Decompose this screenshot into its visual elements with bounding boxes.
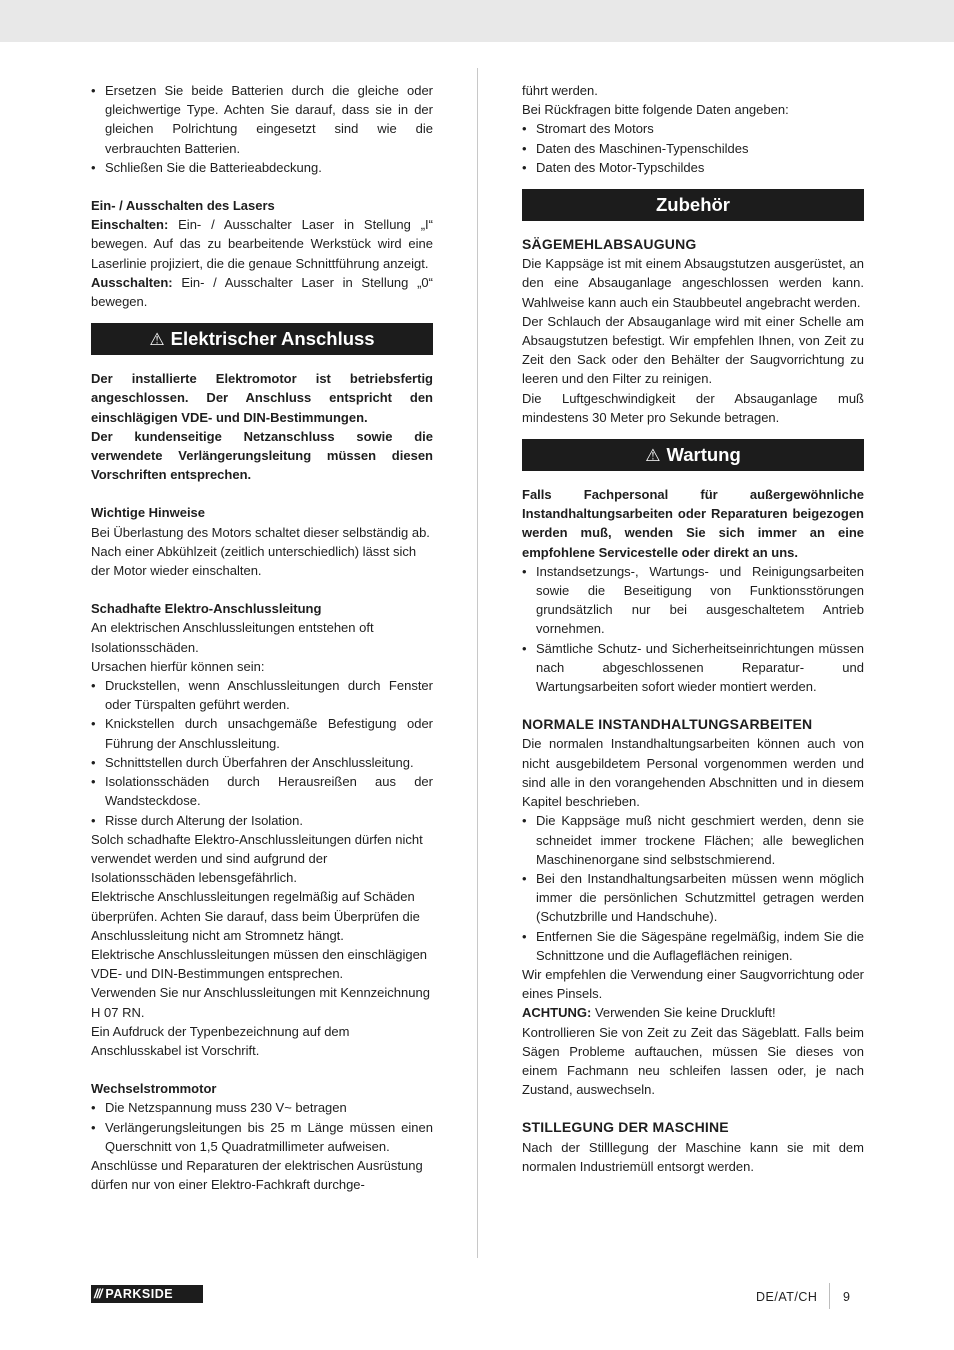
electrical-banner	[91, 323, 433, 355]
maintenance-intro: Falls Fachpersonal für außergewöhnliche Instandhaltungsarbeiten oder Reparaturen beigezogen werden muß, wenden Sie sich immer an eine empfohlene Servicestelle oder direkt an uns.	[522, 487, 864, 560]
cable-text-1: An elektrischen Anschlussleitungen entstehen oft Isolationsschäden.	[91, 620, 374, 655]
laser-on-paragraph	[91, 215, 433, 273]
dust-text-2: Der Schlauch der Absauganlage wird mit einer Schelle am Absaugstutzen befestigt. Wir empfehlen Ihnen, von Zeit zu Zeit den Sack oder den Behälter der Saugvorrichtung zu leeren und den Filter zu reinigen.	[522, 313, 864, 387]
cable-text-4: Elektrische Anschlussleitungen regelmäßig auf Schäden überprüfen. Achten Sie darauf, dass beim Überprüfen die Anschlussleitung nicht am Stromnetz hängt.	[91, 889, 420, 943]
normal-maintenance-heading: NORMALE INSTANDHALTUNGSARBEITEN	[522, 716, 813, 733]
list-item: • Die Kappsäge muß nicht geschmiert werden, denn sie schneidet immer trockene Flächen; alle beweglichen Maschinenorgane sind selbstschmierend.	[522, 811, 864, 869]
dust-extraction-heading: SÄGEMEHLABSAUGUNG	[522, 236, 697, 253]
normal-maintenance-text-2: Wir empfehlen die Verwendung einer Saugvorrichtung oder eines Pinsels.	[522, 966, 864, 1002]
electrical-intro-2: Der kundenseitige Netzanschluss sowie die verwendete Verlängerungsleitung müssen diesen Vorschriften entsprechen.	[91, 428, 433, 483]
list-item: • Schnittstellen durch Überfahren der Anschlussleitung.	[91, 753, 433, 772]
accessories-banner-title: Zubehör	[656, 194, 730, 216]
caution-paragraph	[522, 1003, 864, 1022]
list-item: • Druckstellen, wenn Anschlussleitungen durch Fenster oder Türspalten geführt werden.	[91, 676, 433, 714]
accessories-banner	[522, 189, 864, 221]
decommission-heading: STILLEGUNG DER MASCHINE	[522, 1119, 729, 1136]
cable-text-5: Elektrische Anschlussleitungen müssen den einschlägigen VDE- und DIN-Bestimmungen entsprechen.	[91, 946, 428, 982]
list-item: • Bei den Instandhaltungsarbeiten müssen wenn möglich immer die persönlichen Schutzmittel getragen werden (Schutzbrille und Handschuhe).	[522, 869, 864, 927]
brand-name: PARKSIDE	[105, 1287, 174, 1301]
maintenance-banner	[522, 439, 864, 471]
continued-text-1: führt werden.	[522, 83, 598, 98]
hints-heading: Wichtige Hinweise	[91, 505, 206, 521]
cable-text-3: Solch schadhafte Elektro-Anschlussleitungen dürfen nicht verwendet werden und sind aufgrund der Isolationsschäden lebensgefährlich.	[91, 831, 423, 886]
cable-causes-list	[91, 676, 433, 830]
caution-label: ACHTUNG:	[522, 1005, 592, 1021]
battery-list	[91, 81, 433, 177]
left-column	[91, 81, 433, 1194]
normal-maintenance-text-3: Kontrollieren Sie von Zeit zu Zeit das Sägeblatt. Falls beim Sägen Probleme auftauchen, müssen Sie dieses von einem Fachmann neu schleifen lassen oder, je nach Zustand, auswechseln.	[522, 1024, 864, 1098]
electrical-banner-title: Elektrischer Anschluss	[170, 328, 375, 350]
ac-motor-text: Anschlüsse und Reparaturen der elektrischen Ausrüstung dürfen nur von einer Elektro-Fachkraft durchge-	[91, 1157, 423, 1193]
warning-triangle-icon: ⚠	[645, 446, 661, 466]
page-number: 9	[843, 1290, 850, 1304]
laser-off-text: Ein- / Ausschalter Laser in Stellung „0“ bewegen.	[91, 274, 433, 310]
footer-separator	[829, 1283, 830, 1309]
list-item: • Entfernen Sie die Sägespäne regelmäßig, indem Sie die Schnittzone und die Auflageflächen reinigen.	[522, 927, 864, 965]
cable-text-2: Ursachen hierfür können sein:	[91, 658, 265, 674]
column-divider	[477, 68, 478, 1258]
normal-maintenance-text: Die normalen Instandhaltungsarbeiten können auch von nicht ausgebildetem Personal vorgenommen werden und sind alle in den vorangehenden Abschnitten und in diesem Kapitel beschrieben.	[522, 736, 864, 810]
decommission-text: Nach der Stilllegung der Maschine kann sie mit dem normalen Industriemüll entsorgt werden.	[522, 1139, 864, 1174]
inquiry-data-list	[522, 119, 864, 177]
parkside-logo	[91, 1285, 203, 1303]
laser-on-text: Ein- / Ausschalter Laser in Stellung „I“ bewegen. Auf das zu bearbeitende Werkstück wird eine Laserlinie projiziert, die die genaue Schnittführung anzeigt.	[91, 217, 433, 271]
cable-heading: Schadhafte Elektro-Anschlussleitung	[91, 601, 322, 617]
top-bar	[0, 0, 954, 42]
warning-triangle-icon: ⚠	[149, 330, 165, 350]
list-item: • Sämtliche Schutz- und Sicherheitseinrichtungen müssen nach abgeschlossenen Reparatur- und Wartungsarbeiten sofort wieder montiert werden.	[522, 639, 864, 697]
list-item: • Risse durch Alterung der Isolation.	[91, 811, 433, 830]
normal-maintenance-list	[522, 811, 864, 965]
caution-text: Verwenden Sie keine Druckluft!	[591, 1005, 776, 1021]
continued-text-2: Bei Rückfragen bitte folgende Daten angeben:	[522, 102, 789, 118]
list-item: • Instandsetzungs-, Wartungs- und Reinigungsarbeiten sowie die Beseitigung von Funktionsstörungen grundsätzlich nur bei ausgeschaltetem Antrieb vornehmen.	[522, 562, 864, 639]
laser-on-label: Einschalten:	[91, 217, 169, 233]
list-item: • Verlängerungsleitungen bis 25 m Länge müssen einen Querschnitt von 1,5 Quadratmillimeter aufweisen.	[91, 1118, 433, 1156]
ac-motor-list	[91, 1098, 433, 1156]
list-item: • Knickstellen durch unsachgemäße Befestigung oder Führung der Anschlussleitung.	[91, 714, 433, 752]
dust-text-1: Die Kappsäge ist mit einem Absaugstutzen ausgerüstet, an den eine Absauganlage angeschlossen werden kann. Wahlweise kann auch ein Staubbeutel angebracht werden.	[522, 256, 864, 310]
cable-text-6: Verwenden Sie nur Anschlussleitungen mit Kennzeichnung H 07 RN.	[91, 985, 430, 1020]
electrical-intro-1: Der installierte Elektromotor ist betriebsfertig angeschlossen. Der Anschluss entspricht den einschlägigen VDE- und DIN-Bestimmungen.	[91, 371, 433, 425]
maintenance-banner-title: Wartung	[666, 444, 741, 466]
list-item: • Isolationsschäden durch Herausreißen aus der Wandsteckdose.	[91, 772, 433, 810]
cable-text-7: Ein Aufdruck der Typenbezeichnung auf dem Anschlusskabel ist Vorschrift.	[91, 1023, 350, 1058]
list-item: • Daten des Motor-Typschildes	[522, 158, 864, 177]
list-item: • Stromart des Motors	[522, 119, 864, 138]
region-label: DE/AT/CH	[756, 1290, 818, 1304]
list-item: • Daten des Maschinen-Typenschildes	[522, 139, 864, 158]
hints-text: Bei Überlastung des Motors schaltet dieser selbständig ab. Nach einer Abkühlzeit (zeitlich unterschiedlich) lässt sich der Motor wieder einschalten.	[91, 524, 430, 579]
list-item: • Ersetzen Sie beide Batterien durch die gleiche oder gleichwertige Type. Achten Sie darauf, dass sie in der gleichen Polrichtung eingesetzt sind wie die verbrauchten Batterien.	[91, 81, 433, 158]
dust-text-3: Die Luftgeschwindigkeit der Absauganlage muß mindestens 30 Meter pro Sekunde betragen.	[522, 390, 864, 425]
laser-off-label: Ausschalten:	[91, 274, 173, 290]
list-item: • Schließen Sie die Batterieabdeckung.	[91, 158, 433, 177]
laser-heading: Ein- / Ausschalten des Lasers	[91, 198, 275, 214]
maintenance-list	[522, 562, 864, 696]
laser-off-paragraph	[91, 273, 433, 311]
logo-slashes-icon: ///	[94, 1287, 102, 1301]
ac-motor-heading: Wechselstrommotor	[91, 1081, 217, 1097]
right-column	[522, 81, 864, 1176]
list-item: • Die Netzspannung muss 230 V~ betragen	[91, 1098, 433, 1117]
